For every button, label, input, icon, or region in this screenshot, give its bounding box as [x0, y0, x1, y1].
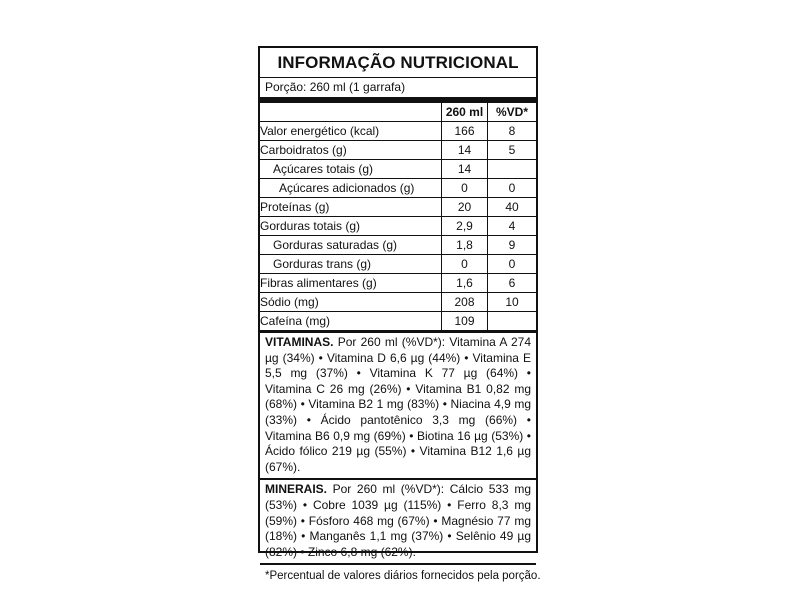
nutrient-dv: 0: [488, 179, 537, 198]
nutrition-table: [260, 103, 536, 330]
table-row: [260, 217, 536, 236]
nutrient-dv: 4: [488, 217, 537, 236]
nutrient-name: Fibras alimentares (g): [260, 274, 442, 293]
nutrient-amount: 20: [442, 198, 488, 217]
table-header-row: [260, 103, 536, 122]
minerals-text: Por 260 ml (%VD*): Cálcio 533 mg (53%) • Cobre 1039 µg (115%) • Ferro 8,3 mg (59%) • Fósforo 468 mg (67%) • Magnésio 77 mg (18%) • Manganês 1,1 mg (37%) • Selênio 49 µg (82%) • Zinco 6,8 mg (62%).: [265, 482, 531, 559]
nutrient-name: Carboidratos (g): [260, 141, 442, 160]
nutrient-amount: 0: [442, 255, 488, 274]
nutrient-amount: 1,8: [442, 236, 488, 255]
nutrient-amount: 14: [442, 141, 488, 160]
nutrient-name: Proteínas (g): [260, 198, 442, 217]
nutrient-name: Cafeína (mg): [260, 314, 331, 328]
label-title: INFORMAÇÃO NUTRICIONAL: [260, 48, 536, 78]
nutrient-dv: [488, 160, 537, 179]
table-row: [260, 141, 536, 160]
vitamins-section: [260, 333, 536, 478]
table-row: [260, 255, 536, 274]
nutrient-name: Gorduras saturadas (g): [260, 236, 442, 255]
minerals-section: [260, 480, 536, 563]
nutrient-dv: 40: [488, 198, 537, 217]
nutrient-dv: [488, 312, 537, 331]
nutrient-name: Gorduras trans (g): [260, 255, 442, 274]
header-amount: 260 ml: [442, 103, 488, 122]
nutrient-name: Açúcares totais (g): [260, 160, 442, 179]
table-row: [260, 236, 536, 255]
nutrient-name: Açúcares adicionados (g): [260, 179, 442, 198]
nutrient-amount: 2,9: [442, 217, 488, 236]
nutrient-name: Gorduras totais (g): [260, 217, 442, 236]
nutrient-dv: 8: [488, 122, 537, 141]
nutrition-facts-label: [258, 46, 541, 583]
nutrient-dv: 0: [488, 255, 537, 274]
nutrient-amount: 166: [442, 122, 488, 141]
nutrient-amount: 109: [442, 312, 488, 331]
nutrient-name: Valor energético (kcal): [260, 122, 442, 141]
nutrient-dv: 9: [488, 236, 537, 255]
header-dv: %VD*: [488, 103, 537, 122]
vitamins-text: Por 260 ml (%VD*): Vitamina A 274 µg (34%) • Vitamina D 6,6 µg (44%) • Vitamina E 5,5 mg (37%) • Vitamina K 77 µg (64%) • Vitamina C 26 mg (26%) • Vitamina B1 0,82 mg (68%) • Vitamina B2 1 mg (83%) • Niacina 4,9 mg (33%) • Ácido pantotênico 3,3 mg (66%) • Vitamina B6 0,9 mg (69%) • Biotina 16 µg (53%) • Ácido fólico 219 µg (55%) • Vitamina B12 1,6 µg (67%).: [265, 335, 531, 474]
nutrient-dv: 6: [488, 274, 537, 293]
table-row: [260, 274, 536, 293]
nutrient-name: Sódio (mg): [260, 293, 442, 312]
nutrient-dv: 5: [488, 141, 537, 160]
portion-size: Porção: 260 ml (1 garrafa): [265, 80, 406, 94]
nutrient-amount: 1,6: [442, 274, 488, 293]
nutrient-amount: 14: [442, 160, 488, 179]
header-nutrient-blank: [260, 103, 442, 122]
nutrient-amount: 208: [442, 293, 488, 312]
nutrient-amount: 0: [442, 179, 488, 198]
minerals-heading: MINERAIS.: [265, 482, 328, 497]
table-row: [260, 160, 536, 179]
footnote: *Percentual de valores diários fornecidos pela porção.: [265, 570, 541, 583]
table-row: [260, 198, 536, 217]
table-row: [260, 293, 536, 312]
nutrient-dv: 10: [488, 293, 537, 312]
table-row: [260, 179, 536, 198]
table-row: [260, 312, 536, 331]
table-row: [260, 122, 536, 141]
vitamins-heading: VITAMINAS.: [265, 335, 334, 349]
